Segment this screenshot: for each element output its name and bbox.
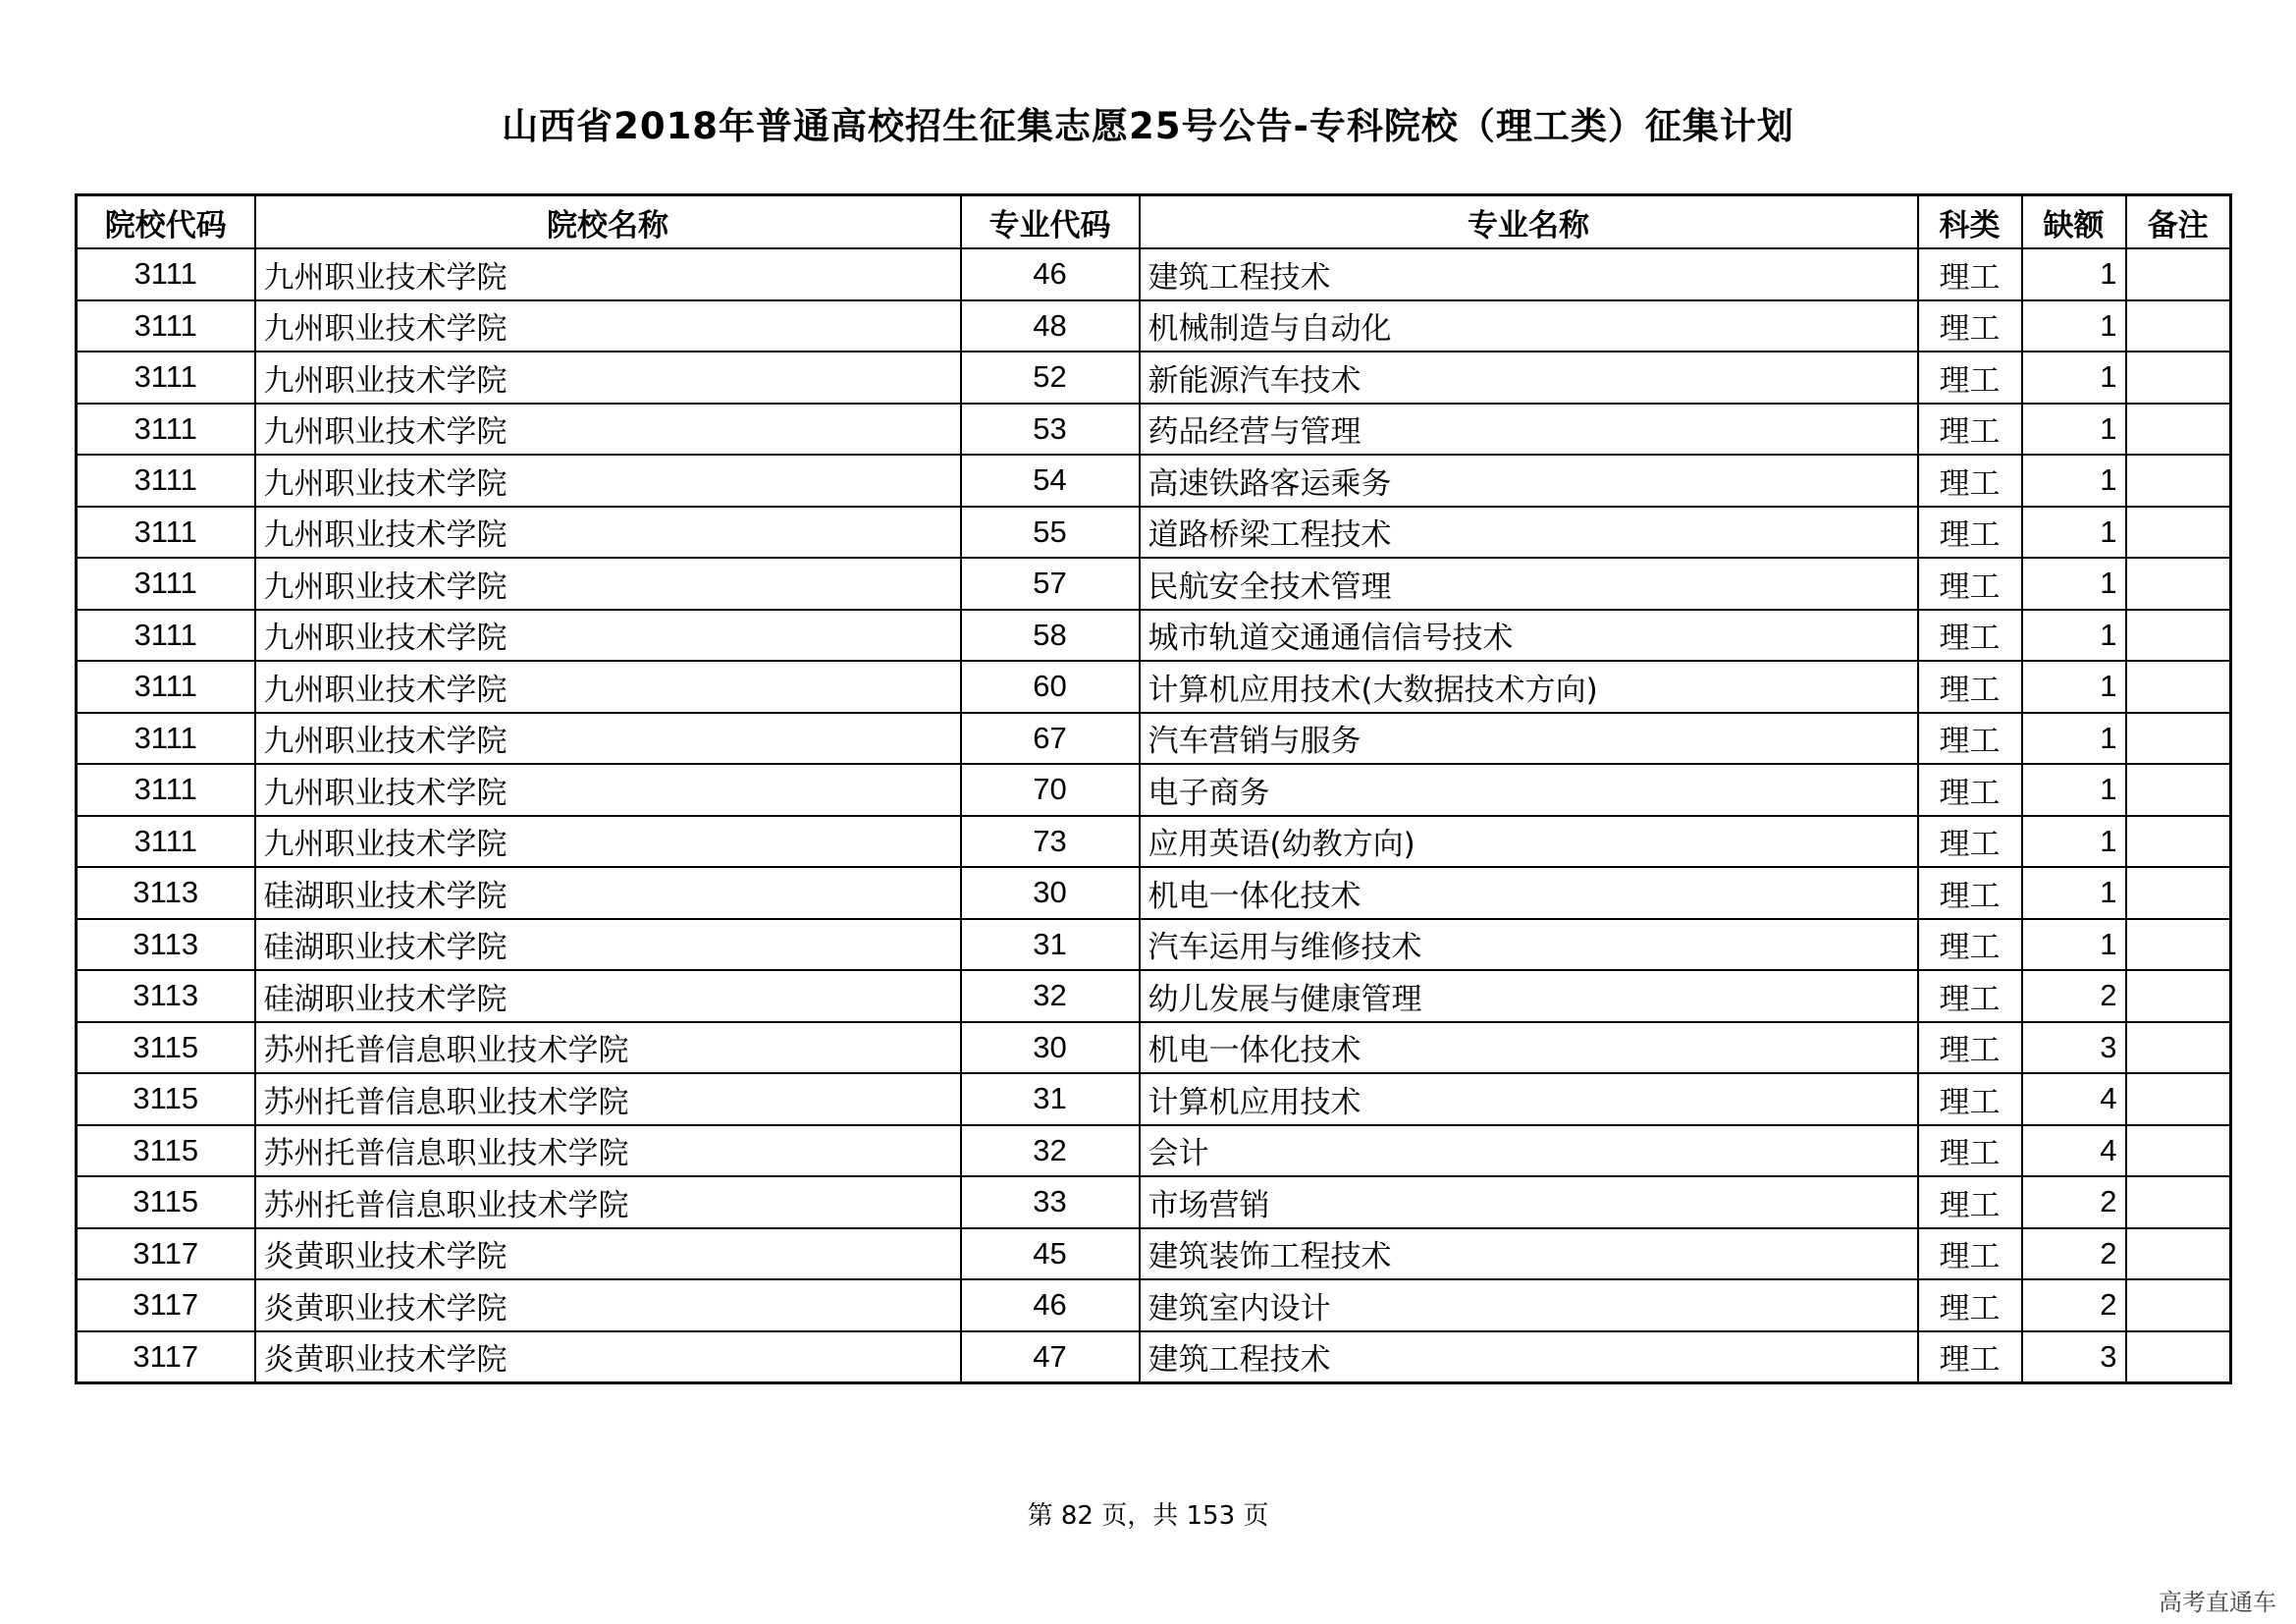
cell-school-name: 九州职业技术学院	[255, 764, 961, 816]
cell-category: 理工	[1918, 1228, 2022, 1280]
cell-school-name: 九州职业技术学院	[255, 455, 961, 507]
cell-remarks	[2126, 1125, 2231, 1177]
cell-school-code: 3111	[77, 352, 255, 404]
cell-school-code: 3115	[77, 1073, 255, 1125]
cell-school-code: 3113	[77, 867, 255, 919]
cell-major-name: 汽车营销与服务	[1140, 713, 1918, 765]
table-row	[77, 867, 2231, 919]
cell-remarks	[2126, 970, 2231, 1022]
table-row	[77, 507, 2231, 559]
cell-vacancy: 2	[2022, 1228, 2126, 1280]
cell-remarks	[2126, 713, 2231, 765]
enrollment-plan-table	[75, 193, 2232, 1384]
watermark: 高考直通车	[2159, 1589, 2276, 1616]
cell-vacancy: 1	[2022, 507, 2126, 559]
cell-remarks	[2126, 558, 2231, 610]
cell-remarks	[2126, 1228, 2231, 1280]
cell-major-name: 民航安全技术管理	[1140, 558, 1918, 610]
cell-school-code: 3117	[77, 1228, 255, 1280]
cell-school-name: 九州职业技术学院	[255, 404, 961, 456]
cell-school-name: 九州职业技术学院	[255, 713, 961, 765]
cell-school-name: 苏州托普信息职业技术学院	[255, 1073, 961, 1125]
cell-major-code: 70	[961, 764, 1140, 816]
cell-remarks	[2126, 1176, 2231, 1228]
cell-vacancy: 1	[2022, 713, 2126, 765]
cell-school-name: 九州职业技术学院	[255, 661, 961, 713]
table-row	[77, 1228, 2231, 1280]
cell-category: 理工	[1918, 404, 2022, 456]
cell-major-name: 建筑装饰工程技术	[1140, 1228, 1918, 1280]
cell-vacancy: 3	[2022, 1022, 2126, 1074]
cell-major-name: 幼儿发展与健康管理	[1140, 970, 1918, 1022]
table-row	[77, 713, 2231, 765]
cell-school-name: 炎黄职业技术学院	[255, 1279, 961, 1331]
cell-major-code: 57	[961, 558, 1140, 610]
header-major-name: 专业名称	[1140, 195, 1918, 249]
cell-school-name: 九州职业技术学院	[255, 558, 961, 610]
cell-major-code: 30	[961, 1022, 1140, 1074]
cell-major-code: 53	[961, 404, 1140, 456]
cell-vacancy: 1	[2022, 919, 2126, 971]
cell-major-code: 67	[961, 713, 1140, 765]
cell-major-code: 52	[961, 352, 1140, 404]
cell-category: 理工	[1918, 713, 2022, 765]
table-row	[77, 1176, 2231, 1228]
cell-major-name: 药品经营与管理	[1140, 404, 1918, 456]
cell-school-code: 3111	[77, 816, 255, 868]
table-row	[77, 764, 2231, 816]
cell-category: 理工	[1918, 764, 2022, 816]
cell-school-name: 九州职业技术学院	[255, 816, 961, 868]
cell-major-code: 48	[961, 300, 1140, 352]
page-title: 山西省2018年普通高校招生征集志愿25号公告-专科院校（理工类）征集计划	[502, 105, 1794, 147]
cell-major-name: 电子商务	[1140, 764, 1918, 816]
cell-major-name: 计算机应用技术	[1140, 1073, 1918, 1125]
cell-major-name: 机电一体化技术	[1140, 867, 1918, 919]
cell-vacancy: 1	[2022, 661, 2126, 713]
cell-vacancy: 1	[2022, 764, 2126, 816]
cell-school-code: 3117	[77, 1331, 255, 1383]
cell-category: 理工	[1918, 352, 2022, 404]
cell-major-code: 33	[961, 1176, 1140, 1228]
cell-remarks	[2126, 507, 2231, 559]
cell-major-name: 汽车运用与维修技术	[1140, 919, 1918, 971]
cell-vacancy: 1	[2022, 404, 2126, 456]
table-row	[77, 919, 2231, 971]
cell-vacancy: 2	[2022, 970, 2126, 1022]
cell-category: 理工	[1918, 1279, 2022, 1331]
cell-vacancy: 1	[2022, 300, 2126, 352]
cell-major-code: 73	[961, 816, 1140, 868]
table-row	[77, 661, 2231, 713]
cell-school-name: 九州职业技术学院	[255, 352, 961, 404]
cell-school-code: 3111	[77, 248, 255, 300]
table-row	[77, 970, 2231, 1022]
cell-vacancy: 1	[2022, 610, 2126, 662]
cell-category: 理工	[1918, 1176, 2022, 1228]
cell-vacancy: 1	[2022, 455, 2126, 507]
table-row	[77, 404, 2231, 456]
cell-major-name: 应用英语(幼教方向)	[1140, 816, 1918, 868]
cell-school-code: 3115	[77, 1176, 255, 1228]
cell-school-code: 3113	[77, 970, 255, 1022]
cell-remarks	[2126, 610, 2231, 662]
cell-major-name: 高速铁路客运乘务	[1140, 455, 1918, 507]
cell-major-name: 新能源汽车技术	[1140, 352, 1918, 404]
cell-major-code: 32	[961, 970, 1140, 1022]
cell-school-name: 硅湖职业技术学院	[255, 970, 961, 1022]
cell-remarks	[2126, 352, 2231, 404]
header-school-code: 院校代码	[77, 195, 255, 249]
cell-major-name: 计算机应用技术(大数据技术方向)	[1140, 661, 1918, 713]
table-row	[77, 558, 2231, 610]
table-row	[77, 1125, 2231, 1177]
header-school-name: 院校名称	[255, 195, 961, 249]
cell-category: 理工	[1918, 661, 2022, 713]
header-major-code: 专业代码	[961, 195, 1140, 249]
cell-category: 理工	[1918, 610, 2022, 662]
cell-major-code: 31	[961, 1073, 1140, 1125]
cell-major-code: 31	[961, 919, 1140, 971]
cell-major-code: 58	[961, 610, 1140, 662]
cell-remarks	[2126, 1073, 2231, 1125]
cell-school-name: 九州职业技术学院	[255, 248, 961, 300]
cell-category: 理工	[1918, 300, 2022, 352]
cell-school-code: 3111	[77, 455, 255, 507]
cell-vacancy: 1	[2022, 352, 2126, 404]
cell-school-name: 硅湖职业技术学院	[255, 919, 961, 971]
cell-category: 理工	[1918, 1331, 2022, 1383]
cell-category: 理工	[1918, 919, 2022, 971]
cell-category: 理工	[1918, 1125, 2022, 1177]
cell-major-code: 32	[961, 1125, 1140, 1177]
cell-major-name: 建筑工程技术	[1140, 1331, 1918, 1383]
cell-remarks	[2126, 404, 2231, 456]
table-row	[77, 352, 2231, 404]
cell-remarks	[2126, 764, 2231, 816]
cell-remarks	[2126, 1331, 2231, 1383]
cell-category: 理工	[1918, 1073, 2022, 1125]
cell-vacancy: 4	[2022, 1073, 2126, 1125]
cell-school-name: 硅湖职业技术学院	[255, 867, 961, 919]
header-row	[77, 195, 2231, 249]
cell-remarks	[2126, 300, 2231, 352]
cell-major-code: 47	[961, 1331, 1140, 1383]
cell-vacancy: 1	[2022, 558, 2126, 610]
cell-school-code: 3111	[77, 713, 255, 765]
cell-major-code: 30	[961, 867, 1140, 919]
cell-school-name: 九州职业技术学院	[255, 610, 961, 662]
cell-vacancy: 1	[2022, 816, 2126, 868]
cell-vacancy: 1	[2022, 867, 2126, 919]
cell-school-code: 3111	[77, 558, 255, 610]
cell-school-code: 3115	[77, 1125, 255, 1177]
cell-major-name: 机械制造与自动化	[1140, 300, 1918, 352]
table-row	[77, 610, 2231, 662]
cell-school-code: 3111	[77, 300, 255, 352]
cell-remarks	[2126, 1279, 2231, 1331]
cell-school-name: 苏州托普信息职业技术学院	[255, 1022, 961, 1074]
cell-remarks	[2126, 455, 2231, 507]
table-row	[77, 1073, 2231, 1125]
cell-remarks	[2126, 919, 2231, 971]
cell-category: 理工	[1918, 970, 2022, 1022]
header-remarks: 备注	[2126, 195, 2231, 249]
cell-remarks	[2126, 248, 2231, 300]
table-row	[77, 1331, 2231, 1383]
cell-major-code: 46	[961, 248, 1140, 300]
cell-category: 理工	[1918, 248, 2022, 300]
cell-vacancy: 4	[2022, 1125, 2126, 1177]
table-row	[77, 1022, 2231, 1074]
cell-remarks	[2126, 816, 2231, 868]
cell-vacancy: 1	[2022, 248, 2126, 300]
cell-category: 理工	[1918, 558, 2022, 610]
cell-remarks	[2126, 661, 2231, 713]
cell-category: 理工	[1918, 507, 2022, 559]
cell-major-name: 建筑工程技术	[1140, 248, 1918, 300]
cell-school-code: 3111	[77, 661, 255, 713]
cell-major-name: 建筑室内设计	[1140, 1279, 1918, 1331]
cell-school-name: 九州职业技术学院	[255, 300, 961, 352]
cell-vacancy: 3	[2022, 1331, 2126, 1383]
table-row	[77, 816, 2231, 868]
cell-school-code: 3111	[77, 404, 255, 456]
table-body	[77, 248, 2231, 1383]
table-row	[77, 1279, 2231, 1331]
cell-school-code: 3111	[77, 507, 255, 559]
cell-school-name: 炎黄职业技术学院	[255, 1331, 961, 1383]
cell-major-name: 会计	[1140, 1125, 1918, 1177]
cell-remarks	[2126, 867, 2231, 919]
cell-school-name: 苏州托普信息职业技术学院	[255, 1176, 961, 1228]
cell-school-name: 苏州托普信息职业技术学院	[255, 1125, 961, 1177]
cell-major-code: 45	[961, 1228, 1140, 1280]
cell-school-name: 炎黄职业技术学院	[255, 1228, 961, 1280]
header-vacancy: 缺额	[2022, 195, 2126, 249]
cell-school-code: 3115	[77, 1022, 255, 1074]
cell-major-name: 市场营销	[1140, 1176, 1918, 1228]
cell-vacancy: 2	[2022, 1279, 2126, 1331]
table-row	[77, 455, 2231, 507]
cell-category: 理工	[1918, 1022, 2022, 1074]
cell-major-code: 60	[961, 661, 1140, 713]
cell-remarks	[2126, 1022, 2231, 1074]
page-footer: 第 82 页，共 153 页	[1027, 1501, 1269, 1531]
cell-major-name: 城市轨道交通通信信号技术	[1140, 610, 1918, 662]
cell-school-name: 九州职业技术学院	[255, 507, 961, 559]
cell-school-code: 3117	[77, 1279, 255, 1331]
cell-category: 理工	[1918, 816, 2022, 868]
cell-major-name: 道路桥梁工程技术	[1140, 507, 1918, 559]
cell-major-code: 54	[961, 455, 1140, 507]
cell-major-name: 机电一体化技术	[1140, 1022, 1918, 1074]
cell-major-code: 46	[961, 1279, 1140, 1331]
table-row	[77, 248, 2231, 300]
cell-major-code: 55	[961, 507, 1140, 559]
cell-school-code: 3111	[77, 764, 255, 816]
cell-vacancy: 2	[2022, 1176, 2126, 1228]
cell-school-code: 3113	[77, 919, 255, 971]
table-row	[77, 300, 2231, 352]
cell-category: 理工	[1918, 867, 2022, 919]
header-category: 科类	[1918, 195, 2022, 249]
cell-school-code: 3111	[77, 610, 255, 662]
cell-category: 理工	[1918, 455, 2022, 507]
